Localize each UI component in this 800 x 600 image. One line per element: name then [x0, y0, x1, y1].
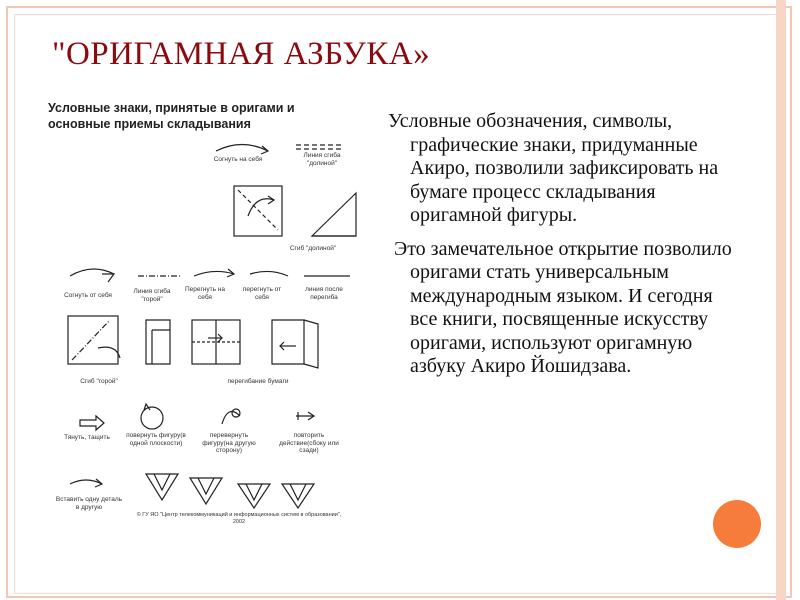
- label-valley-line: Линия сгиба "долиной": [303, 152, 341, 167]
- slide-body-text: [388, 110, 738, 379]
- arrow-fold-to-self-icon: [216, 145, 268, 155]
- decorative-side-strip: [776, 0, 786, 600]
- slide-title: "ОРИГАМНАЯ АЗБУКА»: [52, 36, 431, 72]
- valley-line-icon: [296, 145, 342, 149]
- label-turn-to-self: Перегнуть на себя: [184, 286, 226, 301]
- label-turn-away: перегнуть от себя: [242, 286, 282, 301]
- label-rotate: повернуть фигуру(в одной плоскости): [126, 432, 186, 447]
- label-insert: Вставить одну деталь в другую: [55, 496, 123, 511]
- valley-fold-triangle-icon: [312, 193, 356, 236]
- rotate-circle-icon: [141, 404, 163, 429]
- body-paragraph-1: Условные обозначения, символы, графические знаки, придуманные Акиро, позволили зафиксировать на бумаге процесс складывания оригамной фигуры.: [388, 110, 719, 226]
- label-valley-fold: Сгиб "долиной": [289, 245, 337, 252]
- label-mountain-fold: Сгиб "горой": [80, 378, 118, 385]
- figure-heading: Условные знаки, принятые в оригами и основные приемы складывания: [48, 101, 295, 131]
- label-paper-bend: перегибание бумаги: [227, 378, 289, 385]
- label-mountain-line: Линия сгиба "горой": [133, 288, 171, 303]
- flip-arrow-icon: [222, 409, 240, 424]
- repeat-arrow-icon: [296, 412, 314, 420]
- label-line-after-bend: линия после перегиба: [305, 286, 343, 301]
- arrow-fold-away-icon: [70, 269, 114, 282]
- insert-arrow-icon: [70, 479, 102, 487]
- arrow-turn-away-icon: [250, 271, 288, 276]
- label-fold-to-self: Согнуть на себя: [213, 156, 263, 163]
- mountain-fold-corner-icon: [146, 320, 170, 364]
- label-flip: перевернуть фигуру(на другую сторону): [202, 432, 256, 454]
- paper-bend-square-icon: [192, 320, 240, 364]
- body-paragraph-2: Это замечательное открытие позволило оригами стать универсальным международным языком. И сегодня все книги, посвященные искусству оригами, используют оригамную азбуку Акиро Йошидзава.: [394, 237, 732, 377]
- valley-fold-square-icon: [234, 186, 282, 236]
- pull-arrow-icon: [80, 416, 104, 430]
- decorative-orange-circle: [713, 500, 761, 548]
- mountain-fold-square-icon: [68, 316, 120, 364]
- arrow-turn-to-self-icon: [194, 269, 234, 277]
- label-repeat: повторить действие(сбоку или сзади): [279, 432, 339, 454]
- triangle-shapes-icon: [146, 474, 314, 508]
- label-fold-away: Согнуть от себя: [64, 292, 112, 299]
- paper-bend-book-icon: [272, 320, 318, 368]
- label-pull: Тянуть, тащить: [64, 434, 110, 441]
- figure-copyright: © ГУ ЯО "Центр телекоммуникаций и информационных систем в образовании", 2002: [136, 512, 342, 525]
